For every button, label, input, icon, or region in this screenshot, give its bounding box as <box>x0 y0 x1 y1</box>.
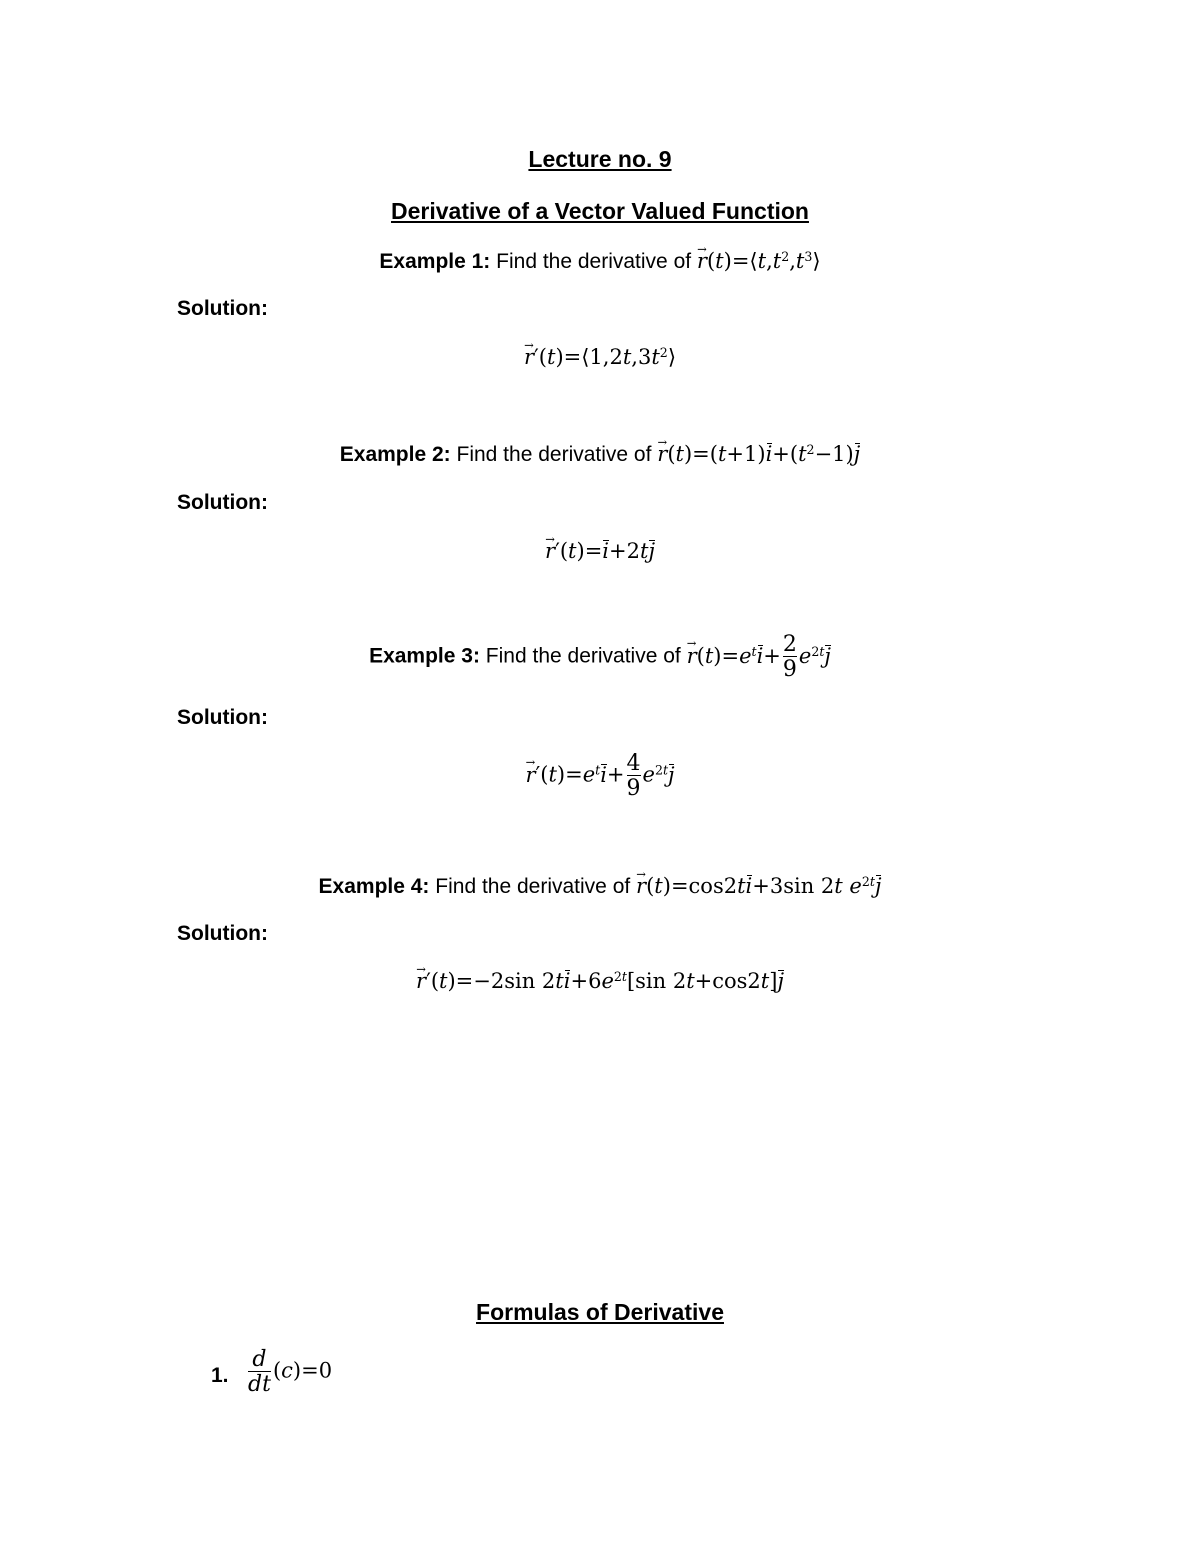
example-1-label: Example 1: <box>379 250 491 273</box>
example-2-equation: → $r(t)=(t+1)i+(t^2-1)j$ <box>657 442 860 466</box>
example-3 <box>0 633 1200 681</box>
formula-1: $\frac{d}{dt}$ (c)=0 <box>248 1347 333 1398</box>
example-2-prompt: Find the derivative of <box>456 443 652 466</box>
example-4-prompt: Find the derivative of <box>435 875 631 898</box>
example-1-prompt: Find the derivative of <box>496 250 692 273</box>
example-3-prompt: Find the derivative of <box>485 644 681 668</box>
example-4-solution-label: Solution: <box>177 922 268 945</box>
example-4-solution: → r′(t)=−2sin $2ti+6e^{2t}[\sin$ 2t+cos2t]j <box>0 969 1200 993</box>
formulas-heading: Formulas of Derivative <box>476 1299 724 1325</box>
example-4 <box>0 874 1200 899</box>
example-2-label: Example 2: <box>339 443 451 466</box>
page-title: Derivative of a Vector Valued Function <box>391 198 809 224</box>
example-3-solution: → $r'(t)=e^ti+$ $\frac{4}{9}$ $e^{2t}j$ <box>0 752 1200 800</box>
example-3-solution-label: Solution: <box>177 706 268 729</box>
example-2-solution: → r′(t)=i+2tj <box>0 539 1200 563</box>
example-1 <box>0 249 1200 274</box>
formula-1-number: 1. <box>211 1364 229 1387</box>
example-3-label: Example 3: <box>369 644 480 668</box>
example-1-solution: → $r'(t)=⟨1,2t,3t^2⟩$ <box>0 345 1200 369</box>
example-3-equation: → $r(t)=e^ti+$ $\frac{2}{9}$ $e^{2t}j$ <box>687 644 831 668</box>
example-2 <box>0 442 1200 467</box>
example-1-equation: → $r(t)=⟨t,t^2,t^3⟩$ <box>697 249 821 273</box>
example-1-solution-label: Solution: <box>177 297 268 320</box>
example-4-equation: → r(t)=cos2ti+3sin 2t $e^{2t}j$ <box>636 874 881 898</box>
example-4-label: Example 4: <box>318 875 430 898</box>
example-2-solution-label: Solution: <box>177 491 268 514</box>
lecture-title: Lecture no. 9 <box>528 146 672 172</box>
